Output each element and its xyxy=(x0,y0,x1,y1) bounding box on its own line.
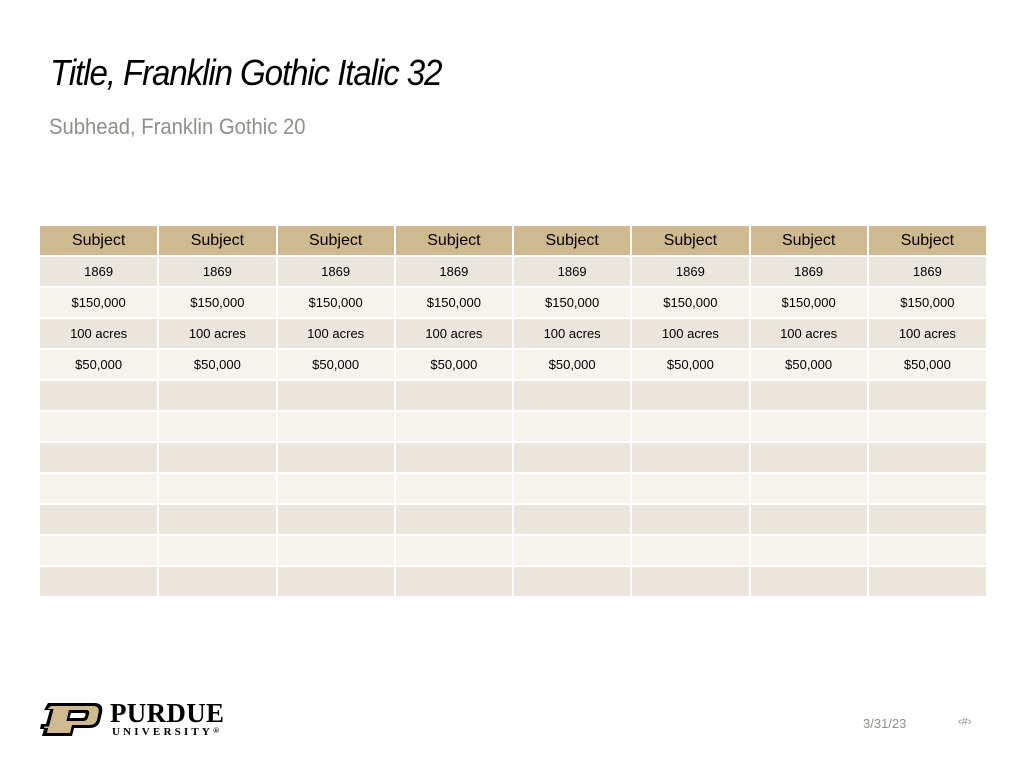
column-header: Subject xyxy=(513,226,631,256)
table-cell xyxy=(513,566,631,597)
table-cell: $50,000 xyxy=(395,349,513,380)
table-cell: $150,000 xyxy=(158,287,276,318)
table-cell: $50,000 xyxy=(40,349,158,380)
table-row xyxy=(40,287,986,318)
footer-page-number: ‹#› xyxy=(958,716,972,728)
table-cell xyxy=(750,566,868,597)
table-cell: 1869 xyxy=(631,256,749,287)
table-body xyxy=(40,256,986,597)
table-cell: 100 acres xyxy=(158,318,276,349)
table-cell: $50,000 xyxy=(277,349,395,380)
table-cell xyxy=(158,473,276,504)
purdue-logo xyxy=(38,700,238,742)
table-cell: $150,000 xyxy=(750,287,868,318)
table-cell: $50,000 xyxy=(631,349,749,380)
table-cell: 100 acres xyxy=(631,318,749,349)
table-cell xyxy=(513,473,631,504)
table-cell xyxy=(868,473,986,504)
table-cell: $150,000 xyxy=(868,287,986,318)
table-cell: $150,000 xyxy=(40,287,158,318)
table-cell xyxy=(277,566,395,597)
table-cell xyxy=(750,535,868,566)
table-row xyxy=(40,566,986,597)
table-header xyxy=(40,226,986,256)
table-cell xyxy=(40,535,158,566)
table-cell xyxy=(395,442,513,473)
table-cell: 100 acres xyxy=(40,318,158,349)
column-header: Subject xyxy=(868,226,986,256)
table-cell xyxy=(750,411,868,442)
table-cell xyxy=(750,442,868,473)
table-cell xyxy=(40,566,158,597)
column-header: Subject xyxy=(750,226,868,256)
table-cell xyxy=(513,442,631,473)
table-cell: 1869 xyxy=(868,256,986,287)
table-cell xyxy=(158,442,276,473)
table-cell: 1869 xyxy=(395,256,513,287)
table-cell: 1869 xyxy=(750,256,868,287)
table-cell xyxy=(277,535,395,566)
table-row xyxy=(40,504,986,535)
table-cell xyxy=(395,535,513,566)
table-cell xyxy=(750,380,868,411)
table-cell xyxy=(40,504,158,535)
table-cell xyxy=(631,566,749,597)
data-table xyxy=(40,226,986,598)
table-cell xyxy=(513,504,631,535)
table-cell: 100 acres xyxy=(513,318,631,349)
table-cell xyxy=(277,380,395,411)
column-header: Subject xyxy=(158,226,276,256)
table-cell xyxy=(631,411,749,442)
footer-date: 3/31/23 xyxy=(863,716,907,731)
table-row xyxy=(40,442,986,473)
column-header: Subject xyxy=(631,226,749,256)
table-cell: $50,000 xyxy=(513,349,631,380)
table-cell: 100 acres xyxy=(277,318,395,349)
table-row xyxy=(40,318,986,349)
table-cell: 1869 xyxy=(277,256,395,287)
table-cell xyxy=(868,442,986,473)
table-cell xyxy=(631,473,749,504)
purdue-p-logo-icon xyxy=(38,702,104,738)
table-header-row xyxy=(40,226,986,256)
table-cell xyxy=(158,535,276,566)
table-cell: $150,000 xyxy=(395,287,513,318)
table-cell: $150,000 xyxy=(513,287,631,318)
table-cell: $50,000 xyxy=(868,349,986,380)
table-cell xyxy=(631,380,749,411)
table-cell xyxy=(631,535,749,566)
table-cell xyxy=(868,566,986,597)
table-cell xyxy=(868,411,986,442)
table-cell xyxy=(158,566,276,597)
table-cell xyxy=(631,442,749,473)
table-cell: 1869 xyxy=(40,256,158,287)
column-header: Subject xyxy=(277,226,395,256)
table-row xyxy=(40,411,986,442)
column-header: Subject xyxy=(40,226,158,256)
table-cell: 100 acres xyxy=(868,318,986,349)
logo-wordmark: PURDUE xyxy=(110,698,225,728)
table-row xyxy=(40,256,986,287)
registered-mark: ® xyxy=(213,726,220,735)
table-cell xyxy=(750,473,868,504)
table-row xyxy=(40,473,986,504)
table-cell xyxy=(513,535,631,566)
table-cell xyxy=(277,504,395,535)
table-cell xyxy=(158,411,276,442)
table-row xyxy=(40,380,986,411)
table-cell xyxy=(277,473,395,504)
table-cell xyxy=(631,504,749,535)
table-cell: $50,000 xyxy=(750,349,868,380)
slide-subhead: Subhead, Franklin Gothic 20 xyxy=(49,114,306,139)
column-header: Subject xyxy=(395,226,513,256)
table-cell: 100 acres xyxy=(395,318,513,349)
table-cell xyxy=(158,504,276,535)
table-row xyxy=(40,349,986,380)
table-cell: $50,000 xyxy=(158,349,276,380)
table-cell: 1869 xyxy=(158,256,276,287)
table-cell xyxy=(513,411,631,442)
table-cell xyxy=(40,411,158,442)
table-cell xyxy=(158,380,276,411)
table-cell xyxy=(395,473,513,504)
table-cell: $150,000 xyxy=(631,287,749,318)
table-cell: 100 acres xyxy=(750,318,868,349)
table-cell xyxy=(40,473,158,504)
table-row xyxy=(40,535,986,566)
table-cell: 1869 xyxy=(513,256,631,287)
table-cell: $150,000 xyxy=(277,287,395,318)
logo-subtitle xyxy=(112,726,219,738)
table-cell xyxy=(277,411,395,442)
table-cell xyxy=(868,380,986,411)
table-cell xyxy=(277,442,395,473)
table-cell xyxy=(868,535,986,566)
table-cell xyxy=(395,411,513,442)
table-cell xyxy=(395,566,513,597)
table-cell xyxy=(395,380,513,411)
slide-title: Title, Franklin Gothic Italic 32 xyxy=(50,52,442,93)
table-cell xyxy=(40,442,158,473)
table-cell xyxy=(395,504,513,535)
logo-subtitle-text: UNIVERSITY xyxy=(112,726,214,738)
table-cell xyxy=(513,380,631,411)
table-cell xyxy=(40,380,158,411)
table-cell xyxy=(750,504,868,535)
table-cell xyxy=(868,504,986,535)
